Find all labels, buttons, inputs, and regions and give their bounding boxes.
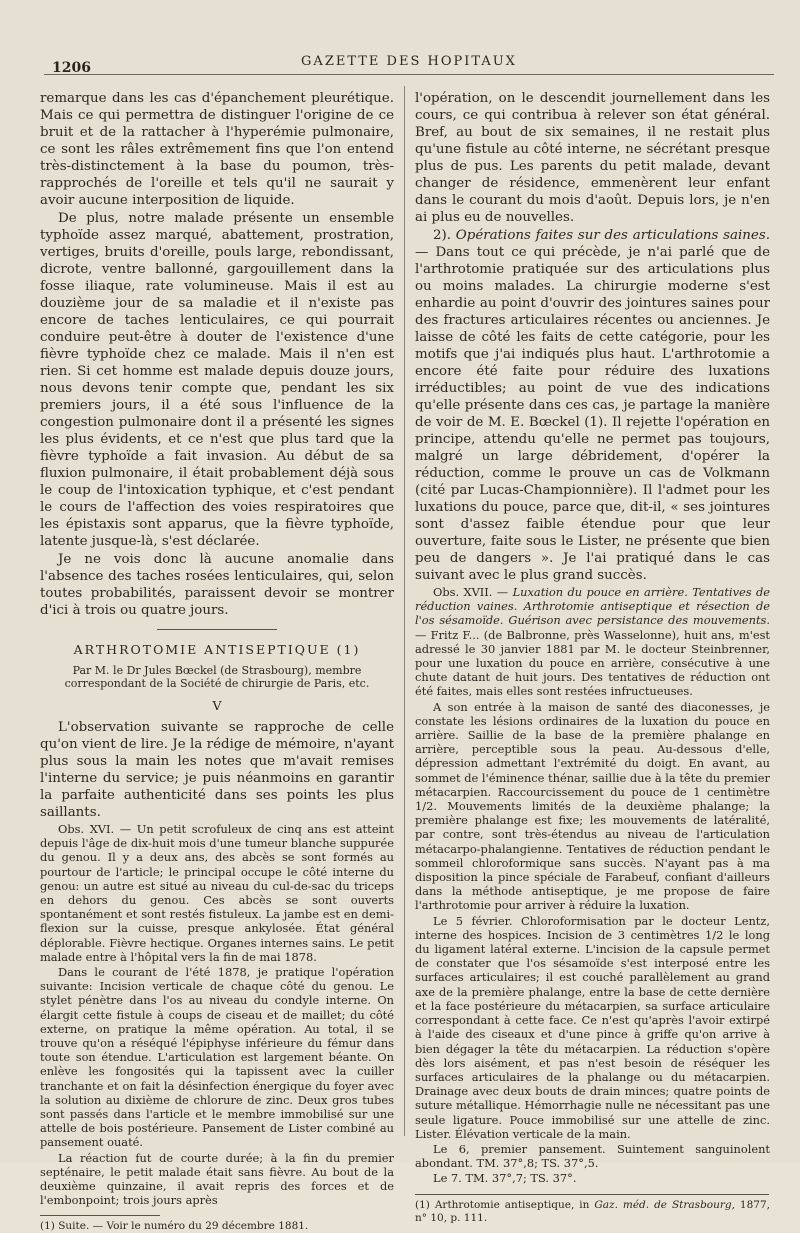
footnote: (1) Suite. — Voir le numéro du 29 décembre 1881. <box>40 1220 309 1233</box>
section-title: ARTHROTOMIE ANTISEPTIQUE (1) <box>73 642 361 657</box>
byline: Par M. le Dr Jules Bœckel (de Strasbourg), membre correspondant de la Société de chirurgie de Paris, etc. <box>64 663 370 690</box>
running-title: GAZETTE DES HOPITAUX <box>301 54 517 69</box>
paragraph: l'opération, on le descendit journellement dans les cours, ce qui contribua à relever son état général. Bref, au bout de six semaines, il ne restait plus qu'une fistule au côté interne, ne sécrétant presque plus de pus. Les parents du petit malade, devant changer de résidence, emmenèrent leur enfant dans le courant du mois d'août. Depuis lors, je n'en ai plus eu de nouvelles. <box>415 91 770 225</box>
observation-paragraph: Le 5 février. Chloroformisation par le docteur Lentz, interne des hospices. Incision de 3 centimètres 1/2 le long du ligament latéral externe. L'incision de la capsule permet de constater que l'os sésamoïde s'est interposé entre les surfaces articulaires; il est couché parallèlement au grand axe de la première phalange, entre la base de cette dernière et la face postérieure du métacarpien, sa surface articulaire correspondant à cette face. Ce n'est qu'après l'avoir extirpé à l'aide des ciseaux et d'une pince à griffe qu'on arrive à bien dégager la tête du métacarpien. La réduction s'opère dès lors aisément, et pas n'est besoin de réséquer les surfaces articulaires de la phalange ou du métacarpien. Drainage avec deux bouts de drain minces; quatre points de suture métallique. Hémorrhagie nulle ne nécessitant pas une seule ligature. Pouce immobilisé sur une attelle de zinc. Lister. Élévation verticale de la main. <box>415 913 770 1141</box>
left-column <box>40 90 394 1233</box>
column-rule <box>404 86 405 1136</box>
observation-paragraph <box>40 822 394 964</box>
paragraph: L'observation suivante se rapproche de celle qu'on vient de lire. Je la rédige de mémoire, n'ayant plus sous la main les notes que m'avait remises l'interne du service; je puis néanmoins en garantir la parfaite authenticité dans ses points les plus saillants. <box>40 720 394 820</box>
footnote-lead: (1) Arthrotomie antiseptique, in <box>415 1198 595 1211</box>
right-column <box>415 90 770 1225</box>
observation-title: Luxation du pouce en arrière. Tentatives de réduction vaines. Arthrotomie antiseptique et résection de l'os sésamoïde. Guérison avec persistance des mouvements. <box>415 585 771 628</box>
observation-paragraph <box>415 585 770 699</box>
paragraph-lead: 2). <box>433 228 456 243</box>
paragraph: remarque dans les cas d'épanchement pleurétique. Mais ce qui permettra de distinguer l'origine de ce bruit et de la rattacher à l'hyperémie pulmonaire, ce sont les râles extrêmement fins que l'on entend très-distinctement à la base du poumon, très-rapprochés de l'oreille et tels qu'il ne saurait y avoir aucune interposition de liquide. <box>40 91 394 208</box>
footnote-source: Gaz. méd. de Strasbourg, <box>594 1198 735 1211</box>
observation-text: Un petit scrofuleux de cinq ans est atteint depuis l'âge de dix-huit mois d'une tumeur blanche suppurée du genou. Il y a deux ans, des abcès se sont formés au pourtour de l'article; le principal occupe le côté interne du genou: un autre est situé au niveau du cul-de-sac du triceps en dehors du genou. Ces abcès se sont ouverts spontanément et sont restés fistuleux. La jambe est en demi-flexion sur la cuisse, presque ankylosée. État général déplorable. Fièvre hectique. Organes internes sains. Le petit malade entre à l'hôpital vers la fin de mai 1878. <box>40 822 394 964</box>
observation-lead: Obs. XVI. — <box>58 822 132 836</box>
observation-text: — Fritz F... (de Balbronne, près Wasselonne), huit ans, m'est adressé le 30 janvier 1881 par M. le docteur Steinbrenner, pour une luxation du pouce en arrière, consécutive à une chute datant de huit jours. Des tentatives de réduction ont été faites, mais elles sont restées infructueuses. <box>415 627 770 699</box>
footnote-rest: 1877, n° 10, p. 111. <box>415 1198 770 1224</box>
paragraph-text: — Dans tout ce qui précède, je n'ai parlé que de l'arthrotomie pratiquée sur des articulations plus ou moins malades. La chirurgie moderne s'est enhardie au point d'ouvrir des jointures saines pour des fractures articulaires récentes ou anciennes. Je laisse de côté les faits de cette catégorie, pour les motifs que j'ai indiqués plus haut. L'arthrotomie a encore été faite pour réduire des luxations irréductibles; au point de vue des indications qu'elle présente dans ces cas, je partage la manière de voir de M. E. Bœckel (1). Il rejette l'opération en principe, attendu qu'elle ne permet pas toujours, malgré un large débridement, d'opérer la réduction, comme le prouve un cas de Volkmann (cité par Lucas-Championnière). Il l'admet pour les luxations du pouce, parce que, dit-il, « ses jointures sont d'assez faible étendue pour que leur ouverture, faite sous le Lister, ne présente que bien peu de dangers ». Je l'ai pratiqué dans le cas suivant avec le plus grand succès. <box>415 245 770 583</box>
paragraph: De plus, notre malade présente un ensemble typhoïde assez marqué, abattement, prostration, vertiges, bruits d'oreille, pouls large, rebondissant, dicrote, ventre ballonné, gargouillement dans la fosse iliaque, rate volumineuse. Mais il est au douzième jour de sa maladie et il n'existe pas encore de taches lenticulaires, ce qui pourrait conduire peut-être à douter de l'existence d'une fièvre typhoïde chez ce malade. Mais il n'en est rien. Si cet homme est malade depuis douze jours, nous devons tenir compte que, pendant les six premiers jours, il a été sous l'influence de la congestion pulmonaire dont il a présenté les signes les plus évidents, et ce n'est que plus tard que la fièvre typhoïde a fait invasion. Au début de sa fluxion pulmonaire, il était probablement déjà sous le coup de l'intoxication typhique, et c'est pendant le cours de l'affection des voies respiratoires que les épistaxis sont apparus, que la fièvre typhoïde, latente jusque-là, s'est déclarée. <box>40 211 394 549</box>
separator <box>157 629 277 630</box>
observation-paragraph: Dans le courant de l'été 1878, je pratique l'opération suivante: Incision verticale de chaque côté du genou. Le stylet pénètre dans l'os au niveau du condyle interne. On élargit cette fistule à coups de ciseau et de maillet; du côté externe, on pratique la même opération. Au total, il se trouve qu'on a réséqué l'épiphyse inférieure du fémur dans toute son étendue. L'articulation est largement béante. On enlève les fongosités qui la tapissent avec la cuiller tranchante et on fait la désinfection énergique du foyer avec la solution au dixième de chlorure de zinc. Deux gros tubes sont passés dans l'article et le membre immobilisé sur une attelle de bois postérieure. Pansement de Lister combiné au pansement ouaté. <box>40 965 394 1150</box>
observation-lead: Obs. XVII. — <box>433 585 509 599</box>
observation-paragraph: Le 7. TM. 37°,7; TS. 37°. <box>433 1171 577 1186</box>
footnote-rule <box>40 1215 160 1216</box>
observation-paragraph: Le 6, premier pansement. Suintement sanguinolent abondant. TM. 37°,8; TS. 37°,5. <box>415 1141 770 1171</box>
paragraph <box>415 227 770 584</box>
paragraph: Je ne vois donc là aucune anomalie dans l'absence des taches rosées lenticulaires, qui, selon toutes probabilités, paraissent devoir se montrer d'ici à trois ou quatre jours. <box>40 552 394 618</box>
paragraph-title: Opérations faites sur des articulations saines. <box>455 228 770 243</box>
page-number: 1206 <box>52 60 91 76</box>
footnote-rule <box>415 1194 769 1195</box>
observation-paragraph: A son entrée à la maison de santé des diaconesses, je constate les lésions ordinaires de la luxation du pouce en arrière. Saillie de la base de la première phalange en arrière, perceptible sous la peau. Au-dessous d'elle, dépression admettant l'extrémité du doigt. En avant, au sommet de l'éminence thénar, saillie due à la tête du premier métacarpien. Raccourcissement du pouce de 1 centimètre 1/2. Mouvements limités de la deuxième phalange; la première phalange est fixe; les mouvements de latéralité, par contre, sont très-étendus au niveau de l'articulation métacarpo-phalangienne. Tentatives de réduction pendant le sommeil chloroformique sans succès. N'ayant pas à ma disposition la pince spéciale de Farabeuf, confiant d'ailleurs dans la méthode antiseptique, je me propose de faire l'arthrotomie pour arriver à réduire la luxation. <box>415 699 770 913</box>
part-numeral: V <box>212 697 222 713</box>
footnote <box>415 1199 770 1225</box>
observation-paragraph: La réaction fut de courte durée; à la fin du premier septénaire, le petit malade était sans fièvre. Au bout de la deuxième quinzaine, il avait repris des forces et de l'embonpoint; trois jours après <box>40 1150 394 1208</box>
page-header <box>44 52 774 75</box>
